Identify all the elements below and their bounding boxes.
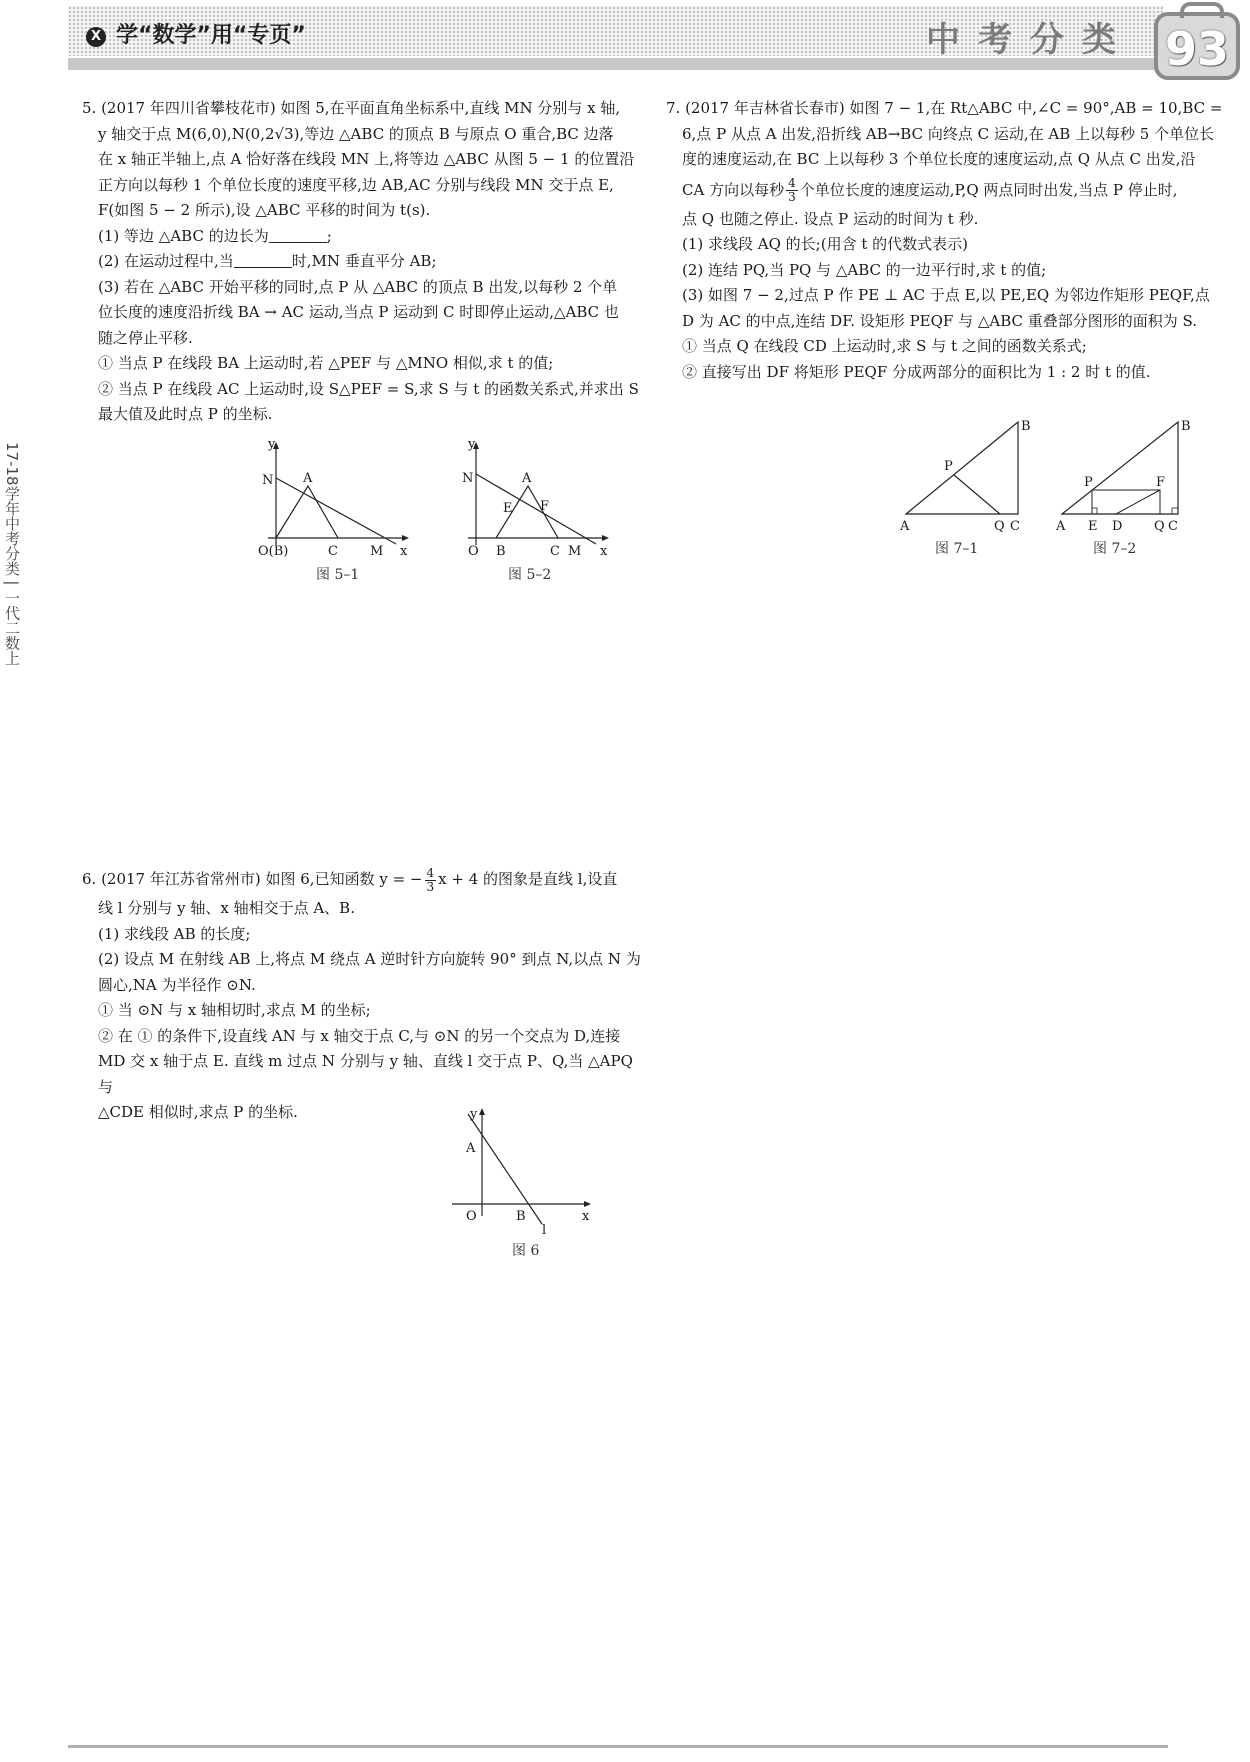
figure-7-2-caption: 图 7–2 [1093, 541, 1137, 557]
q5-line: 位长度的速度沿折线 BA → AC 运动,当点 P 运动到 C 时即停止运动,△ABC 也 [98, 303, 619, 321]
q5-line: 随之停止平移. [98, 328, 193, 347]
figure-5-2-caption: 图 5–2 [508, 567, 552, 583]
triangle-abc [276, 486, 338, 538]
q7-line: 7. (2017 年吉林省长春市) 如图 7 − 1,在 Rt△ABC 中,∠C = 90°,AB = 10,BC = [666, 99, 1223, 117]
q5-part-1-end: ; [326, 226, 332, 245]
label-a: A [522, 471, 532, 486]
q5-line: 最大值及此时点 P 的坐标. [98, 405, 273, 423]
line-mn [476, 474, 596, 544]
section-title-text: 学“数学”用“专页” [116, 23, 306, 48]
label-o: O [466, 1209, 477, 1224]
q7-line-with-fraction [666, 173, 1234, 207]
label-f: F [540, 499, 550, 514]
q5-line: F(如图 5 − 2 所示),设 △ABC 平移的时间为 t(s). [98, 201, 431, 219]
q5-line: ② 当点 P 在线段 AC 上运动时,设 S△PEF = S,求 S 与 t 的函数关系式,并求出 S [98, 379, 639, 398]
label-d: D [1112, 519, 1123, 534]
fraction-denominator: 3 [426, 879, 435, 894]
q6-line: MD 交 x 轴于点 E. 直线 m 过点 N 分别与 y 轴、直线 l 交于点 P、Q,当 △APQ 与 [98, 1052, 633, 1096]
label-ob: O(B) [258, 544, 289, 559]
right-angle-mark [1092, 508, 1097, 514]
page-number: 93 [1154, 12, 1240, 80]
label-b: B [1181, 419, 1191, 434]
q7-line: ② 直接写出 DF 将矩形 PEQF 分成两部分的面积比为 1 : 2 时 t 的值. [682, 362, 1151, 381]
y-axis-arrow [479, 1108, 485, 1115]
label-c: C [1010, 519, 1020, 534]
fraction-denominator: 3 [788, 190, 796, 204]
q5-line: 5. (2017 年四川省攀枝花市) 如图 5,在平面直角坐标系中,直线 MN 分别与 x 轴, [82, 99, 621, 117]
q5-line: 在 x 轴正半轴上,点 A 恰好落在线段 MN 上,将等边 △ABC 从图 5 − 1 的位置沿 [98, 150, 635, 168]
q7-line: 点 Q 也随之停止. 设点 P 运动的时间为 t 秒. [682, 209, 979, 228]
footer-rule [68, 1745, 1168, 1748]
rectangle-peqf [1092, 490, 1160, 514]
q5-part-1 [82, 224, 642, 250]
label-c: C [550, 544, 560, 559]
q7-line: 6,点 P 从点 A 出发,沿折线 AB→BC 向终点 C 运动,在 AB 上以每秒 5 个单位长 [682, 124, 1215, 143]
q7-line: (2) 连结 PQ,当 PQ 与 △ABC 的一边平行时,求 t 的值; [682, 260, 1047, 279]
label-p: P [1084, 475, 1093, 490]
q7-line4-end: 个单位长度的速度运动,P,Q 两点同时出发,当点 P 停止时, [799, 180, 1178, 199]
label-a: A [303, 471, 313, 486]
x-axis-arrow [602, 535, 609, 541]
fraction-numerator: 4 [788, 176, 796, 190]
figure-7-1 [896, 418, 1036, 536]
q6-line-with-fraction [82, 862, 642, 896]
label-c: C [328, 544, 338, 559]
label-c: C [1168, 519, 1178, 534]
line-l [468, 1114, 542, 1224]
section-badge-icon: X [86, 27, 106, 47]
label-p: P [944, 459, 953, 474]
label-x: x [400, 544, 408, 559]
q6-line: (2) 设点 M 在射线 AB 上,将点 M 绕点 A 逆时针方向旋转 90° 到点 N,以点 N 为 [98, 950, 641, 968]
q7-line: (3) 如图 7 − 2,过点 P 作 PE ⊥ AC 于点 E,以 PE,EQ 为邻边作矩形 PEQF,点 [682, 286, 1210, 304]
label-b: B [496, 544, 506, 559]
q5-part-1-text: (1) 等边 △ABC 的边长为 [98, 226, 269, 245]
label-m: M [568, 544, 582, 559]
q5-part-2 [82, 249, 642, 275]
answer-blank [234, 251, 292, 268]
q5-line: y 轴交于点 M(6,0),N(0,2√3),等边 △ABC 的顶点 B 与原点 O 重合,BC 边落 [98, 124, 614, 143]
label-q: Q [1154, 519, 1165, 534]
label-b: B [1021, 419, 1031, 434]
figure-5-1-caption: 图 5–1 [316, 567, 360, 583]
q7-line: D 为 AC 的中点,连结 DF. 设矩形 PEQF 与 △ABC 重叠部分图形的面积为 S. [682, 311, 1198, 330]
fraction-numerator: 4 [426, 865, 435, 880]
q5-line: 正方向以每秒 1 个单位长度的速度平移,边 AB,AC 分别与线段 MN 交于点 E, [98, 175, 614, 194]
label-a: A [900, 519, 910, 534]
fraction [786, 177, 798, 204]
q6-line1-end: x + 4 的图象是直线 l,设直 [438, 870, 618, 888]
label-n: N [462, 471, 474, 486]
category-title: 中考分类 [926, 20, 1134, 60]
triangle-abc [906, 422, 1018, 514]
q6-line: 圆心,NA 为半径作 ⊙N. [98, 975, 256, 994]
label-e: E [503, 501, 513, 516]
page-header [68, 6, 1163, 74]
label-y: y [268, 440, 276, 452]
label-x: x [582, 1209, 590, 1224]
x-axis-arrow [584, 1201, 591, 1207]
q6-line: (1) 求线段 AB 的长度; [98, 924, 251, 943]
q5-line: (3) 若在 △ABC 开始平移的同时,点 P 从 △ABC 的顶点 B 出发,以每秒 2 个单 [98, 277, 618, 296]
q6-line: △CDE 相似时,求点 P 的坐标. [98, 1103, 298, 1121]
figure-6 [446, 1104, 606, 1240]
label-n: N [262, 473, 274, 488]
q6-line: ② 在 ① 的条件下,设直线 AN 与 x 轴交于点 C,与 ⊙N 的另一个交点为 D,连接 [98, 1026, 621, 1045]
label-a: A [1056, 519, 1066, 534]
q7-line: (1) 求线段 AQ 的长;(用含 t 的代数式表示) [682, 235, 969, 253]
label-l: l [542, 1223, 547, 1238]
label-q: Q [994, 519, 1005, 534]
q5-line: ① 当点 P 在线段 BA 上运动时,若 △PEF 与 △MNO 相似,求 t 的值; [98, 354, 554, 372]
section-title [86, 18, 306, 49]
q6-line: ① 当 ⊙N 与 x 轴相切时,求点 M 的坐标; [98, 1001, 371, 1019]
label-f: F [1156, 475, 1166, 490]
fraction [425, 867, 437, 894]
q5-part-2-text: (2) 在运动过程中,当 [98, 252, 234, 270]
figure-6-caption: 图 6 [512, 1243, 540, 1259]
question-7 [666, 96, 1234, 385]
q6-line: 线 l 分别与 y 轴、x 轴相交于点 A、B. [98, 899, 355, 917]
x-axis-arrow [402, 535, 409, 541]
triangle-abc [1062, 422, 1178, 514]
label-x: x [600, 544, 608, 559]
label-a: A [466, 1141, 476, 1156]
label-y: y [470, 1107, 478, 1122]
side-margin-text: 17-18学年中考分类 | 一代二数上 [3, 442, 21, 666]
label-b: B [516, 1209, 526, 1224]
question-5 [82, 96, 642, 428]
answer-blank [269, 226, 327, 243]
label-y: y [468, 440, 476, 452]
figure-5-2 [458, 440, 618, 560]
segment-pq [954, 475, 1000, 514]
label-o: O [468, 544, 479, 559]
segment-df [1116, 490, 1160, 514]
figure-5-1 [258, 440, 418, 560]
question-6 [82, 862, 642, 1126]
q7-line4-start: CA 方向以每秒 [682, 180, 785, 199]
label-e: E [1088, 519, 1098, 534]
q5-part-2-end: 时,MN 垂直平分 AB; [291, 252, 437, 270]
q6-line1-start: 6. (2017 年江苏省常州市) 如图 6,已知函数 y = − [82, 870, 423, 888]
figure-7-2 [1052, 418, 1202, 536]
figure-7-1-caption: 图 7–1 [935, 541, 979, 557]
label-m: M [370, 544, 384, 559]
right-angle-mark [1172, 508, 1178, 514]
q7-line: 度的速度运动,在 BC 上以每秒 3 个单位长度的速度运动,点 Q 从点 C 出发,沿 [682, 150, 1196, 168]
q7-line: ① 当点 Q 在线段 CD 上运动时,求 S 与 t 之间的函数关系式; [682, 337, 1087, 355]
